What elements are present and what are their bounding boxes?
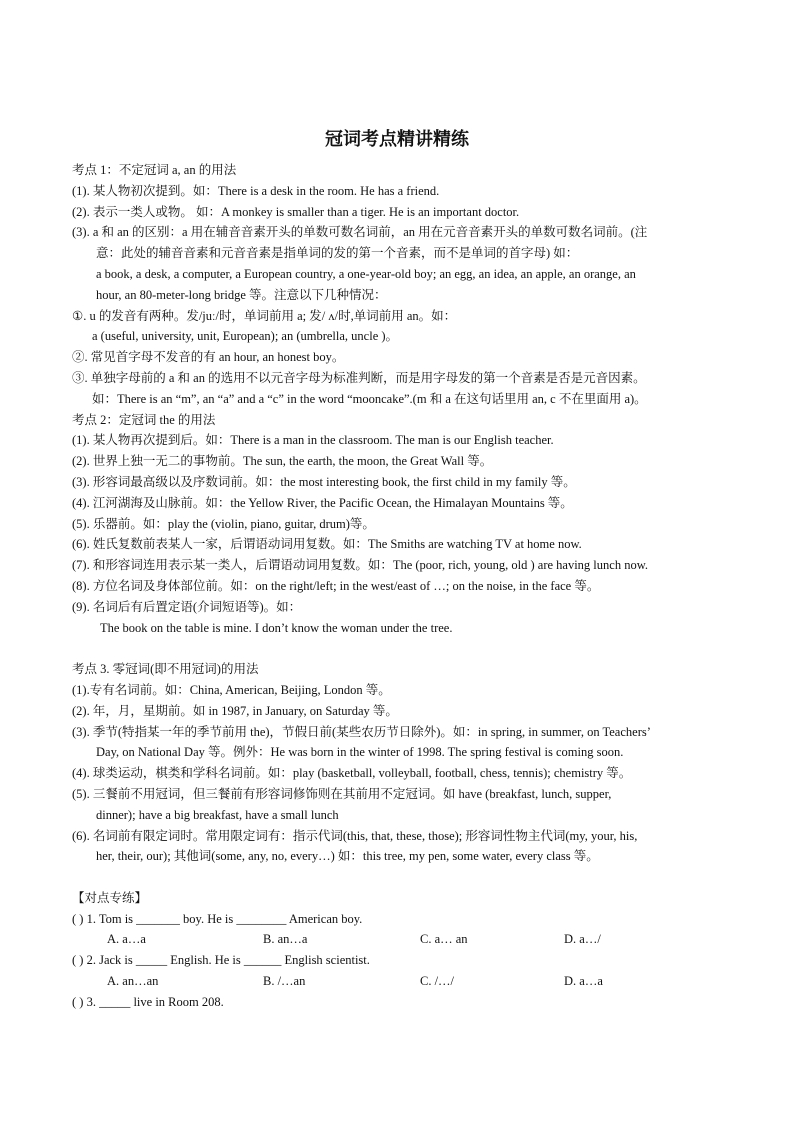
text-line: (4). 球类运动，棋类和学科名词前。如：play (basketball, volleyball, football, chess, tennis); chemistry 等。 <box>72 766 632 781</box>
document-body <box>72 160 732 1013</box>
text-line: her, their, our); 其他词(some, any, no, every…) 如：this tree, my pen, some water, every class 等。 <box>96 849 599 864</box>
text-line: (5). 乐器前。如：play the (violin, piano, guitar, drum)等。 <box>72 516 375 531</box>
text-line: (1).专有名词前。如：China, American, Beijing, London 等。 <box>72 682 391 697</box>
answer-options <box>72 929 732 950</box>
option-d: D. a…a <box>564 974 603 989</box>
exercise-heading: 【对点专练】 <box>72 890 148 905</box>
option-b: B. /…an <box>263 974 306 989</box>
page-title: 冠词考点精讲精练 <box>325 129 469 150</box>
text-line: (3). 形容词最高级以及序数词前。如：the most interesting book, the first child in my family 等。 <box>72 474 576 489</box>
exercise-question: ( ) 2. Jack is _____ English. He is ______ English scientist. <box>72 953 370 968</box>
text-line: (1). 某人物初次提到。如：There is a desk in the room. He has a friend. <box>72 183 440 198</box>
exercise-question: ( ) 1. Tom is _______ boy. He is ________ American boy. <box>72 911 363 926</box>
answer-options <box>72 971 732 992</box>
text-line: 如：There is an “m”, an “a” and a “c” in the word “mooncake”.(m 和 a 在这句话里用 an, c 不在里面用 a)。 <box>92 391 647 406</box>
text-line: dinner); have a big breakfast, have a small lunch <box>96 807 339 822</box>
text-line: (3). 季节(特指某一年的季节前用 the)，节假日前(某些农历节日除外)。如：in spring, in summer, on Teachers’ <box>72 724 651 739</box>
text-line: The book on the table is mine. I don’t know the woman under the tree. <box>100 620 453 635</box>
spacer <box>72 867 732 888</box>
section-heading: 考点 2：定冠词 the 的用法 <box>72 412 216 427</box>
option-b: B. an…a <box>263 932 308 947</box>
option-d: D. a…/ <box>564 932 601 947</box>
text-line: ①. u 的发音有两种。发/juː/时，单词前用 a; 发/ ʌ/时,单词前用 an。如： <box>72 308 457 323</box>
text-line: (6). 姓氏复数前表某人一家，后谓语动词用复数。如：The Smiths are watching TV at home now. <box>72 537 582 552</box>
text-line: (2). 表示一类人或物。 如：A monkey is smaller than a tiger. He is an important doctor. <box>72 204 520 219</box>
text-line: ②. 常见首字母不发音的有 an hour, an honest boy。 <box>72 350 345 365</box>
option-c: C. /…/ <box>420 974 455 989</box>
text-line: (1). 某人物再次提到后。如：There is a man in the classroom. The man is our English teacher. <box>72 433 554 448</box>
text-line: (5). 三餐前不用冠词，但三餐前有形容词修饰则在其前用不定冠词。如 have (breakfast, lunch, supper, <box>72 786 612 801</box>
option-a: A. an…an <box>107 974 159 989</box>
text-line: (4). 江河湖海及山脉前。如：the Yellow River, the Pacific Ocean, the Himalayan Mountains 等。 <box>72 495 573 510</box>
text-line: hour, an 80-meter-long bridge 等。注意以下几种情况： <box>96 287 387 302</box>
text-line: ③. 单独字母前的 a 和 an 的选用不以元音字母为标准判断，而是用字母发的第一个音素是否是元音因素。 <box>72 370 646 385</box>
option-c: C. a… an <box>420 932 468 947</box>
text-line: (6). 名词前有限定词时。常用限定词有：指示代词(this, that, these, those); 形容词性物主代词(my, your, his, <box>72 828 638 843</box>
text-line: Day, on National Day 等。例外：He was born in the winter of 1998. The spring festival is coming soon. <box>96 745 624 760</box>
text-line: (7). 和形容词连用表示某一类人，后谓语动词用复数。如：The (poor, rich, young, old ) are having lunch now. <box>72 558 649 573</box>
text-line: (2). 世界上独一无二的事物前。The sun, the earth, the moon, the Great Wall 等。 <box>72 454 493 469</box>
text-line: (8). 方位名词及身体部位前。如：on the right/left; in the west/east of …; on the noise, in the face 等。 <box>72 578 600 593</box>
section-heading: 考点 1：不定冠词 a, an 的用法 <box>72 163 237 177</box>
text-line: a book, a desk, a computer, a European country, a one-year-old boy; an egg, an idea, an apple, an orange, an <box>96 266 636 281</box>
spacer <box>72 638 732 659</box>
text-line: 意：此处的辅音音素和元音音素是指单词的发的第一个音素，而不是单词的首字母) 如： <box>96 246 579 261</box>
text-line: (9). 名词后有后置定语(介词短语等)。如： <box>72 599 302 614</box>
option-a: A. a…a <box>107 932 146 947</box>
text-line: (3). a 和 an 的区别：a 用在辅音音素开头的单数可数名词前，an 用在元音音素开头的单数可数名词前。(注 <box>72 225 648 240</box>
text-line: (2). 年，月，星期前。如 in 1987, in January, on Saturday 等。 <box>72 703 398 718</box>
text-line: a (useful, university, unit, European); an (umbrella, uncle )。 <box>92 329 399 344</box>
section-heading: 考点 3. 零冠词(即不用冠词)的用法 <box>72 662 259 677</box>
exercise-question: ( ) 3. _____ live in Room 208. <box>72 994 224 1009</box>
